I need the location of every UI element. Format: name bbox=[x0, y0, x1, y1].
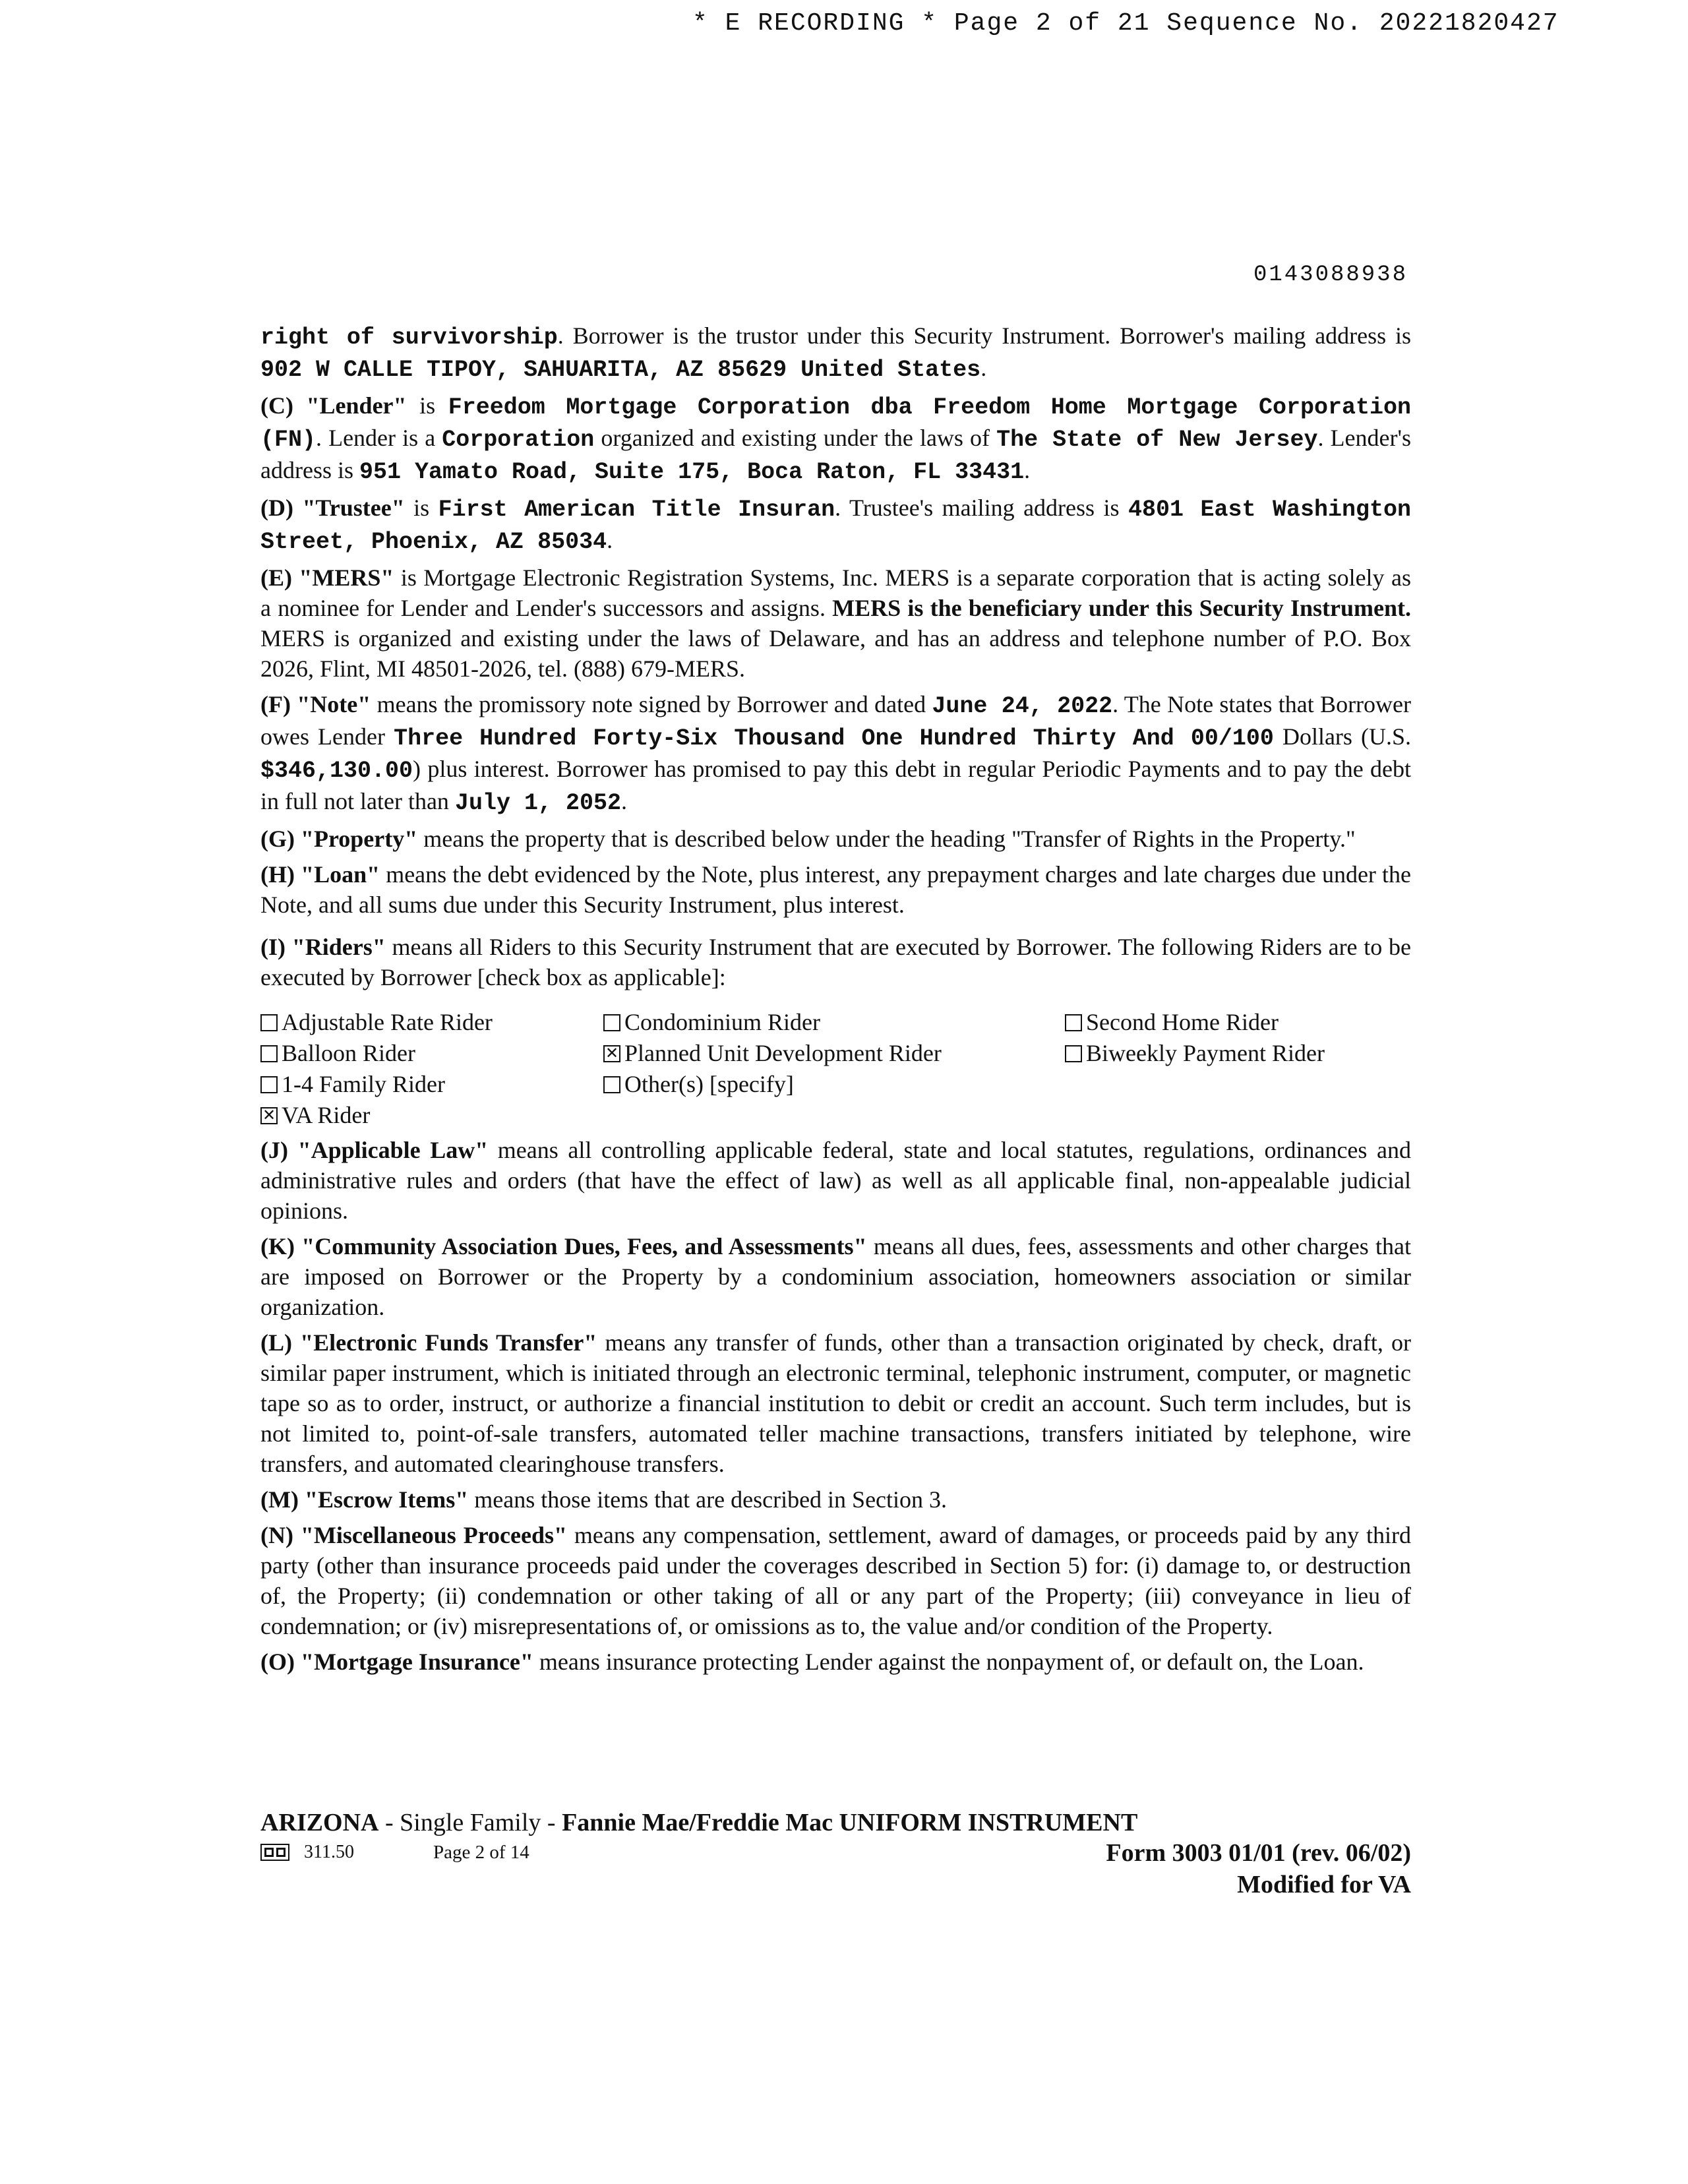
rider-label: Condominium Rider bbox=[624, 1009, 820, 1035]
footer-page-number: Page 2 of 14 bbox=[433, 1841, 529, 1863]
text: organized and existing under the laws of bbox=[594, 425, 997, 451]
text: is bbox=[404, 495, 438, 521]
checkbox-icon[interactable] bbox=[603, 1014, 620, 1031]
rider-planned-unit-development[interactable] bbox=[603, 1038, 1065, 1069]
text: . Lender is a bbox=[316, 425, 442, 451]
paragraph-electronic-funds-transfer bbox=[260, 1327, 1411, 1479]
document-body bbox=[260, 320, 1411, 1682]
recording-banner: * E RECORDING * Page 2 of 21 Sequence No. 20221820427 bbox=[692, 9, 1559, 38]
lender-state: The State of New Jersey bbox=[996, 427, 1318, 453]
section-label: (F) "Note" bbox=[260, 691, 371, 717]
footer-separator: - Single Family - bbox=[378, 1809, 562, 1836]
footer-modified-note: Modified for VA bbox=[1237, 1871, 1411, 1898]
paragraph-applicable-law bbox=[260, 1135, 1411, 1226]
paragraph-community-association bbox=[260, 1231, 1411, 1322]
paragraph-note bbox=[260, 689, 1411, 818]
ellie-mae-logo-icon bbox=[260, 1844, 289, 1861]
text: means all dues, fees, assessments and other charges that are imposed on Borrower or the Property by a condominium association, homeowners association or similar organization. bbox=[260, 1233, 1411, 1320]
note-date: June 24, 2022 bbox=[932, 693, 1113, 719]
rider-1-4-family[interactable] bbox=[260, 1069, 603, 1100]
footer-instrument: Fannie Mae/Freddie Mac UNIFORM INSTRUMENT bbox=[562, 1809, 1138, 1836]
text: means the promissory note signed by Borrower and dated bbox=[371, 691, 932, 717]
text: means the property that is described below under the heading "Transfer of Rights in the Property." bbox=[417, 826, 1356, 852]
section-label: (N) "Miscellaneous Proceeds" bbox=[260, 1522, 567, 1548]
rider-label: 1-4 Family Rider bbox=[282, 1071, 445, 1097]
page-footer bbox=[260, 1808, 1411, 1899]
paragraph-lender bbox=[260, 390, 1411, 487]
checkbox-icon[interactable] bbox=[603, 1076, 620, 1093]
rider-second-home[interactable] bbox=[1065, 1007, 1411, 1038]
text: . bbox=[980, 355, 987, 381]
text: means any transfer of funds, other than a transaction originated by check, draft, or similar paper instrument, which is initiated through an electronic terminal, telephonic instrument, computer, or magnetic tape so as to order, instruct, or authorize a financial institution to debit or credit an account. Such term includes, but is not limited to, point-of-sale transfers, automated teller machine transactions, transfers initiated by telephone, wire transfers, and automated clearinghouse transfers. bbox=[260, 1329, 1411, 1477]
text: is Mortgage Electronic Registration Systems, Inc. MERS is a separate corporation that is acting solely as a nominee for Lender and Lender's successors and assigns. bbox=[260, 564, 1411, 621]
loan-number: 0143088938 bbox=[1253, 262, 1408, 288]
rider-empty-cell bbox=[1065, 1069, 1411, 1100]
footer-form-code bbox=[260, 1842, 529, 1864]
lender-name: Freedom Mortgage Corporation dba Freedom Home Mortgage Corporation (FN) bbox=[260, 394, 1412, 453]
checkbox-icon[interactable] bbox=[260, 1014, 278, 1031]
loan-amount: $346,130.00 bbox=[260, 758, 413, 784]
mers-beneficiary-statement: MERS is the beneficiary under this Security Instrument. bbox=[832, 595, 1411, 621]
text: . Lender's address is bbox=[260, 425, 1411, 483]
rider-label: Planned Unit Development Rider bbox=[624, 1040, 942, 1066]
loan-amount-words: Three Hundred Forty-Six Thousand One Hundred Thirty And 00/100 bbox=[394, 725, 1274, 752]
text: Dollars (U.S. bbox=[1273, 723, 1412, 750]
footer-form-number: Form 3003 01/01 (rev. 06/02) bbox=[1106, 1839, 1411, 1867]
text: means all Riders to this Security Instrument that are executed by Borrower. The following Riders are to be executed by Borrower [check box as applicable]: bbox=[260, 934, 1412, 990]
checkbox-checked-icon[interactable]: ✕ bbox=[603, 1045, 620, 1062]
footer-row bbox=[260, 1838, 1411, 1867]
riders-checklist bbox=[260, 1007, 1411, 1131]
text: . Borrower is the trustor under this Security Instrument. Borrower's mailing address is bbox=[557, 322, 1411, 349]
rider-condominium[interactable] bbox=[603, 1007, 1065, 1038]
footer-state: ARIZONA bbox=[260, 1809, 379, 1836]
rider-va[interactable] bbox=[260, 1100, 603, 1131]
rider-label: Second Home Rider bbox=[1086, 1009, 1279, 1035]
paragraph-escrow-items bbox=[260, 1484, 1411, 1515]
section-label: (E) "MERS" bbox=[260, 564, 394, 591]
checkbox-icon[interactable] bbox=[1065, 1045, 1082, 1062]
text: . bbox=[1024, 457, 1031, 483]
section-label: (J) "Applicable Law" bbox=[260, 1137, 489, 1163]
text: MERS is organized and existing under the laws of Delaware, and has an address and telephone number of P.O. Box 2026, Flint, MI 48501-2026, tel. (888) 679-MERS. bbox=[260, 625, 1411, 682]
text: means all controlling applicable federal, state and local statutes, regulations, ordinances and administrative rules and orders (that have the effect of law) as well as all applicable final, non-appealable judicial opinions. bbox=[260, 1137, 1412, 1224]
text: . Trustee's mailing address is bbox=[835, 495, 1128, 521]
rider-others[interactable] bbox=[603, 1069, 1065, 1100]
text: means any compensation, settlement, award of damages, or proceeds paid by any third party (other than insurance proceeds paid under the coverages described in Section 5) for: (i) damage to, or destruction of, the Property; (ii) condemnation or other taking of all or any part of the Property; (iii) conveyance in lieu of condemnation; or (iv) misrepresentations of, or omissions as to, the value and/or condition of the Property. bbox=[260, 1522, 1412, 1639]
rider-biweekly-payment[interactable] bbox=[1065, 1038, 1411, 1069]
text: . The Note states that Borrower owes Lender bbox=[260, 691, 1412, 750]
footer-instrument-line bbox=[260, 1808, 1411, 1837]
text: means the debt evidenced by the Note, plus interest, any prepayment charges and late charges due under the Note, and all sums due under this Security Instrument, plus interest. bbox=[260, 861, 1412, 918]
paragraph-mortgage-insurance bbox=[260, 1647, 1411, 1677]
text: ) plus interest. Borrower has promised to pay this debt in regular Periodic Payments and to pay the debt in full not later than bbox=[260, 756, 1411, 814]
trustee-name: First American Title Insuran bbox=[438, 497, 835, 523]
checkbox-icon[interactable] bbox=[1065, 1014, 1082, 1031]
rider-balloon[interactable] bbox=[260, 1038, 603, 1069]
rider-label: Biweekly Payment Rider bbox=[1086, 1040, 1325, 1066]
text: means insurance protecting Lender against the nonpayment of, or default on, the Loan. bbox=[533, 1649, 1364, 1675]
checkbox-icon[interactable] bbox=[260, 1076, 278, 1093]
paragraph-trustee bbox=[260, 493, 1411, 557]
section-label: (G) "Property" bbox=[260, 826, 418, 852]
lender-entity-type: Corporation bbox=[442, 427, 595, 453]
text: is bbox=[406, 392, 448, 419]
text: . bbox=[620, 788, 627, 814]
checkbox-icon[interactable] bbox=[260, 1045, 278, 1062]
section-label: (C) "Lender" bbox=[260, 392, 407, 419]
section-label: (M) "Escrow Items" bbox=[260, 1486, 469, 1513]
paragraph-borrower-address bbox=[260, 320, 1411, 385]
rider-label: Other(s) [specify] bbox=[624, 1071, 794, 1097]
borrower-address: 902 W CALLE TIPOY, SAHUARITA, AZ 85629 United States bbox=[260, 357, 981, 383]
paragraph-loan bbox=[260, 859, 1411, 920]
rider-label: Adjustable Rate Rider bbox=[282, 1009, 493, 1035]
paragraph-mers bbox=[260, 562, 1411, 684]
form-code-text: 311.50 bbox=[304, 1842, 354, 1862]
text: means those items that are described in Section 3. bbox=[468, 1486, 948, 1513]
section-label: (D) "Trustee" bbox=[260, 495, 405, 521]
rider-label: Balloon Rider bbox=[282, 1040, 415, 1066]
maturity-date: July 1, 2052 bbox=[454, 790, 621, 816]
section-label: (H) "Loan" bbox=[260, 861, 380, 888]
section-label: (I) "Riders" bbox=[260, 934, 386, 960]
checkbox-checked-icon[interactable]: ✕ bbox=[260, 1107, 278, 1124]
rider-label: VA Rider bbox=[282, 1102, 371, 1128]
paragraph-riders bbox=[260, 932, 1411, 992]
vesting-text: right of survivorship bbox=[260, 324, 558, 351]
section-label: (L) "Electronic Funds Transfer" bbox=[260, 1329, 597, 1356]
section-label: (K) "Community Association Dues, Fees, and Assessments" bbox=[260, 1233, 867, 1259]
lender-address: 951 Yamato Road, Suite 175, Boca Raton, FL 33431 bbox=[359, 459, 1025, 485]
paragraph-miscellaneous-proceeds bbox=[260, 1520, 1411, 1641]
section-label: (O) "Mortgage Insurance" bbox=[260, 1649, 533, 1675]
rider-adjustable-rate[interactable] bbox=[260, 1007, 603, 1038]
text: . bbox=[607, 527, 613, 553]
trustee-address: 4801 East Washington Street, Phoenix, AZ 85034 bbox=[260, 497, 1411, 555]
paragraph-property bbox=[260, 824, 1411, 854]
